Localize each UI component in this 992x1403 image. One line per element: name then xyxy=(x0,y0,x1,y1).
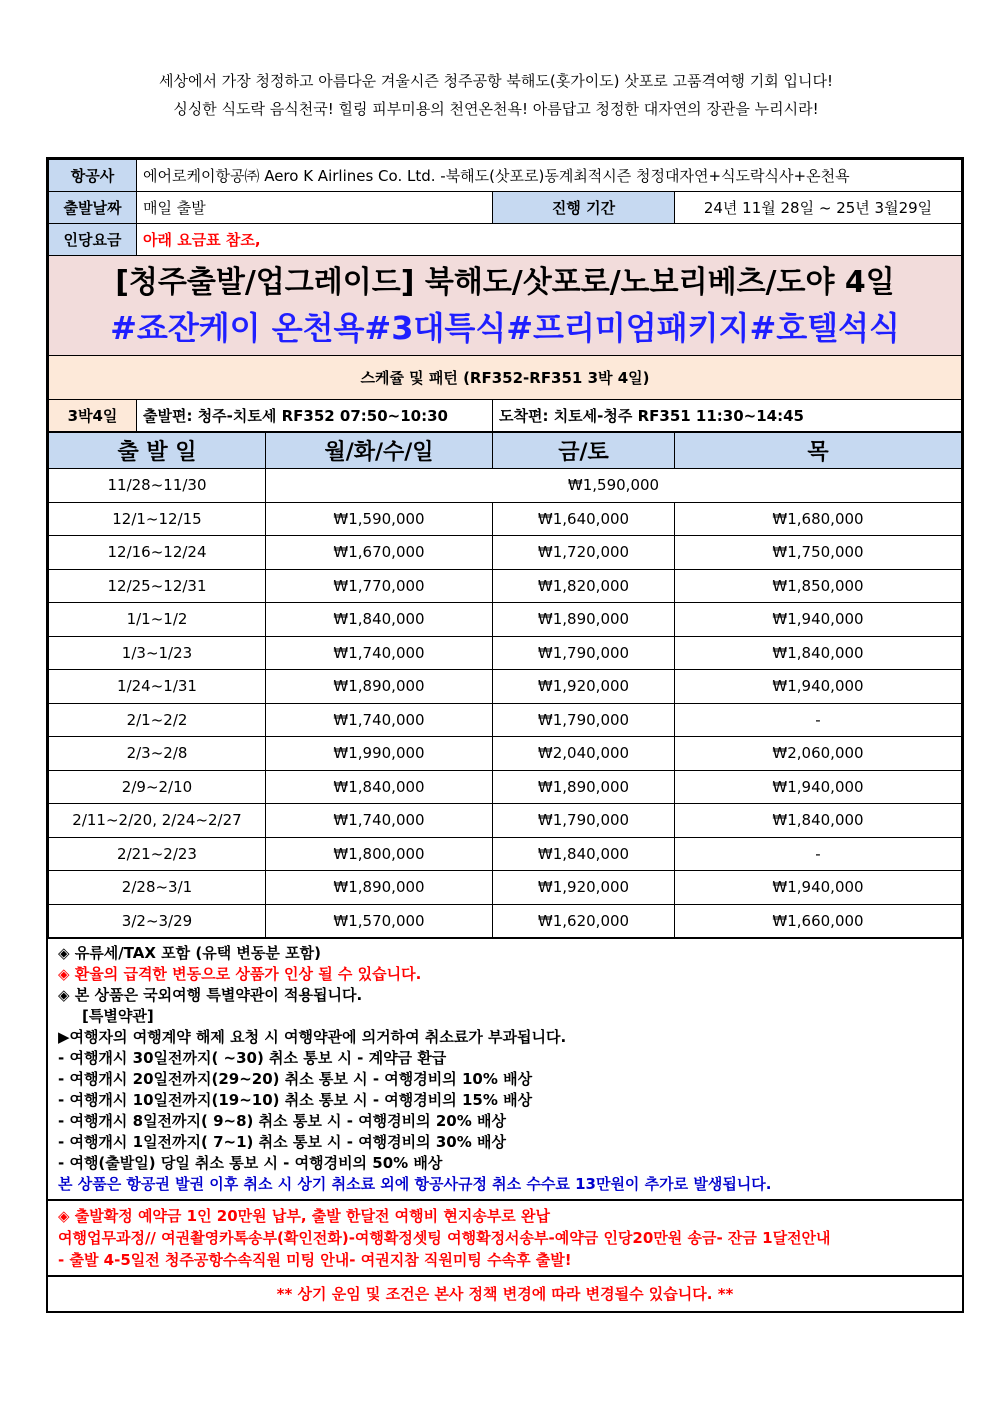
note-terms: ◈ 본 상품은 국외여행 특별약관이 적용됩니다. xyxy=(58,986,363,1004)
inbound-flight: 도착편: 치토세-청주 RF351 11:30~14:45 xyxy=(493,400,962,432)
weekday-price-cell: ₩1,740,000 xyxy=(266,804,493,838)
banner-title: [청주출발/업그레이드] 북해도/삿포로/노보리베츠/도야 4일 xyxy=(115,264,895,300)
weekday-price-cell: ₩1,990,000 xyxy=(266,737,493,771)
fri-sat-price-cell: ₩1,640,000 xyxy=(493,502,675,536)
fri-sat-price-cell: ₩1,620,000 xyxy=(493,904,675,938)
table-row xyxy=(49,569,962,603)
table-row xyxy=(49,770,962,804)
weekday-price-cell: ₩1,840,000 xyxy=(266,603,493,637)
header-weekday: 월/화/수/일 xyxy=(266,433,493,469)
header-friday-saturday: 금/토 xyxy=(493,433,675,469)
booking-confirm: ◈ 출발확정 예약금 1인 20만원 납부, 출발 한달전 여행비 현지송부로 완납 xyxy=(58,1207,550,1225)
weekday-price-cell: ₩1,740,000 xyxy=(266,703,493,737)
weekday-price-cell: ₩1,740,000 xyxy=(266,636,493,670)
fri-sat-price-cell: ₩1,820,000 xyxy=(493,569,675,603)
departure-value: 매일 출발 xyxy=(137,192,493,224)
date-cell: 3/2~3/29 xyxy=(49,904,266,938)
weekday-price-cell: ₩1,890,000 xyxy=(266,670,493,704)
fri-sat-price-cell: ₩1,890,000 xyxy=(493,770,675,804)
date-cell: 2/9~2/10 xyxy=(49,770,266,804)
thursday-price-cell: ₩1,840,000 xyxy=(675,636,962,670)
thursday-price-cell: ₩1,660,000 xyxy=(675,904,962,938)
airline-label: 항공사 xyxy=(49,160,137,192)
weekday-price-cell: ₩1,890,000 xyxy=(266,871,493,905)
title-banner xyxy=(49,256,962,356)
table-row xyxy=(49,636,962,670)
note-cancel-30: - 여행개시 30일전까지( ~30) 취소 통보 시 - 계약금 환급 xyxy=(58,1049,447,1067)
thursday-price-cell: ₩2,060,000 xyxy=(675,737,962,771)
table-row xyxy=(49,837,962,871)
date-cell: 11/28~11/30 xyxy=(49,469,266,503)
thursday-price-cell: - xyxy=(675,703,962,737)
fare-label: 인당요금 xyxy=(49,224,137,256)
schedule-duration: 3박4일 xyxy=(49,400,137,432)
table-row xyxy=(49,703,962,737)
intro-line-1: 세상에서 가장 청정하고 아름다운 겨울시즌 청주공항 북해도(홋가이도) 삿포로 고품격여행 기회 입니다! xyxy=(159,72,833,90)
intro-line-2: 싱싱한 식도락 음식천국! 힐링 피부미용의 천연온천욕! 아름답고 청정한 대자연의 장관을 누리시라! xyxy=(173,100,819,118)
outbound-flight: 출발편: 청주-치토세 RF352 07:50~10:30 xyxy=(137,400,493,432)
fri-sat-price-cell: ₩1,790,000 xyxy=(493,636,675,670)
table-row xyxy=(49,904,962,938)
schedule-title: 스케쥴 및 패턴 (RF352-RF351 3박 4일) xyxy=(49,356,962,400)
note-cancel-8: - 여행개시 8일전까지( 9~8) 취소 통보 시 - 여행경비의 20% 배상 xyxy=(58,1112,506,1130)
thursday-price-cell: - xyxy=(675,837,962,871)
date-cell: 1/24~1/31 xyxy=(49,670,266,704)
thursday-price-cell: ₩1,940,000 xyxy=(675,770,962,804)
price-table-header xyxy=(49,433,962,469)
airline-value: 에어로케이항공㈜ Aero K Airlines Co. Ltd. -북해도(삿포로)동계최적시즌 청정대자연+식도락식사+온천욕 xyxy=(137,160,962,192)
booking-meeting: - 출발 4-5일전 청주공항수속직원 미팅 안내- 여권지참 직원미팅 수속후 출발! xyxy=(58,1251,572,1269)
weekday-price-cell: ₩1,590,000 xyxy=(266,502,493,536)
date-cell: 2/3~2/8 xyxy=(49,737,266,771)
thursday-price-cell: ₩1,680,000 xyxy=(675,502,962,536)
fri-sat-price-cell: ₩1,920,000 xyxy=(493,670,675,704)
note-cancel-same-day: - 여행(출발일) 당일 취소 통보 시 - 여행경비의 50% 배상 xyxy=(58,1154,443,1172)
note-special-terms: [특별약관] xyxy=(82,1007,154,1025)
period-label: 진행 기간 xyxy=(493,192,675,224)
note-airline-fee: 본 상품은 항공권 발권 이후 취소 시 상기 취소료 외에 항공사규정 취소 수수료 13만원이 추가로 발생됩니다. xyxy=(58,1175,772,1193)
fri-sat-price-cell: ₩1,790,000 xyxy=(493,703,675,737)
booking-section xyxy=(48,1199,962,1275)
fri-sat-price-cell: ₩1,840,000 xyxy=(493,837,675,871)
date-cell: 12/25~12/31 xyxy=(49,569,266,603)
table-row xyxy=(49,670,962,704)
thursday-price-cell: ₩1,940,000 xyxy=(675,871,962,905)
date-cell: 1/3~1/23 xyxy=(49,636,266,670)
fri-sat-price-cell: ₩1,720,000 xyxy=(493,536,675,570)
weekday-price-cell: ₩1,840,000 xyxy=(266,770,493,804)
date-cell: 12/16~12/24 xyxy=(49,536,266,570)
note-cancel-intro: ▶여행자의 여행계약 해제 요청 시 여행약관에 의거하여 취소료가 부과됩니다. xyxy=(58,1028,567,1046)
table-row xyxy=(49,469,962,503)
tour-document xyxy=(46,157,964,1313)
booking-process: 여행업무과정// 여권촬영카톡송부(확인전화)-여행확정셋팅 여행확정서송부-예약금 인당20만원 송금- 잔금 1달전안내 xyxy=(58,1229,831,1247)
table-row xyxy=(49,603,962,637)
note-cancel-20: - 여행개시 20일전까지(29~20) 취소 통보 시 - 여행경비의 10% 배상 xyxy=(58,1070,533,1088)
price-table xyxy=(48,432,962,938)
footer-disclaimer: ** 상기 운임 및 조건은 본사 정책 변경에 따라 변경될수 있습니다. ** xyxy=(48,1275,962,1311)
table-row xyxy=(49,737,962,771)
date-cell: 2/28~3/1 xyxy=(49,871,266,905)
info-table xyxy=(48,159,962,432)
date-cell: 2/21~2/23 xyxy=(49,837,266,871)
note-cancel-1: - 여행개시 1일전까지( 7~1) 취소 통보 시 - 여행경비의 30% 배상 xyxy=(58,1133,506,1151)
date-cell: 1/1~1/2 xyxy=(49,603,266,637)
notes-section xyxy=(48,938,962,1199)
table-row xyxy=(49,536,962,570)
fri-sat-price-cell: ₩1,890,000 xyxy=(493,603,675,637)
fri-sat-price-cell: ₩1,790,000 xyxy=(493,804,675,838)
weekday-price-cell: ₩1,770,000 xyxy=(266,569,493,603)
banner-subtitle: #죠잔케이 온천욕#3대특식#프리미엄패키지#호텔석식 xyxy=(110,308,900,347)
date-cell: 2/1~2/2 xyxy=(49,703,266,737)
header-date: 출 발 일 xyxy=(49,433,266,469)
note-tax: ◈ 유류세/TAX 포함 (유택 변동분 포함) xyxy=(58,944,321,962)
price-cell: ₩1,590,000 xyxy=(266,469,962,503)
fri-sat-price-cell: ₩2,040,000 xyxy=(493,737,675,771)
thursday-price-cell: ₩1,940,000 xyxy=(675,670,962,704)
weekday-price-cell: ₩1,670,000 xyxy=(266,536,493,570)
table-row xyxy=(49,804,962,838)
note-cancel-10: - 여행개시 10일전까지(19~10) 취소 통보 시 - 여행경비의 15% 배상 xyxy=(58,1091,533,1109)
weekday-price-cell: ₩1,570,000 xyxy=(266,904,493,938)
departure-label: 출발날짜 xyxy=(49,192,137,224)
thursday-price-cell: ₩1,840,000 xyxy=(675,804,962,838)
thursday-price-cell: ₩1,850,000 xyxy=(675,569,962,603)
thursday-price-cell: ₩1,940,000 xyxy=(675,603,962,637)
weekday-price-cell: ₩1,800,000 xyxy=(266,837,493,871)
note-exchange: ◈ 환율의 급격한 변동으로 상품가 인상 될 수 있습니다. xyxy=(58,965,422,983)
fare-value: 아래 요금표 참조, xyxy=(137,224,962,256)
table-row xyxy=(49,871,962,905)
table-row xyxy=(49,502,962,536)
date-cell: 2/11~2/20, 2/24~2/27 xyxy=(49,804,266,838)
thursday-price-cell: ₩1,750,000 xyxy=(675,536,962,570)
date-cell: 12/1~12/15 xyxy=(49,502,266,536)
period-value: 24년 11월 28일 ~ 25년 3월29일 xyxy=(675,192,962,224)
header-thursday: 목 xyxy=(675,433,962,469)
fri-sat-price-cell: ₩1,920,000 xyxy=(493,871,675,905)
